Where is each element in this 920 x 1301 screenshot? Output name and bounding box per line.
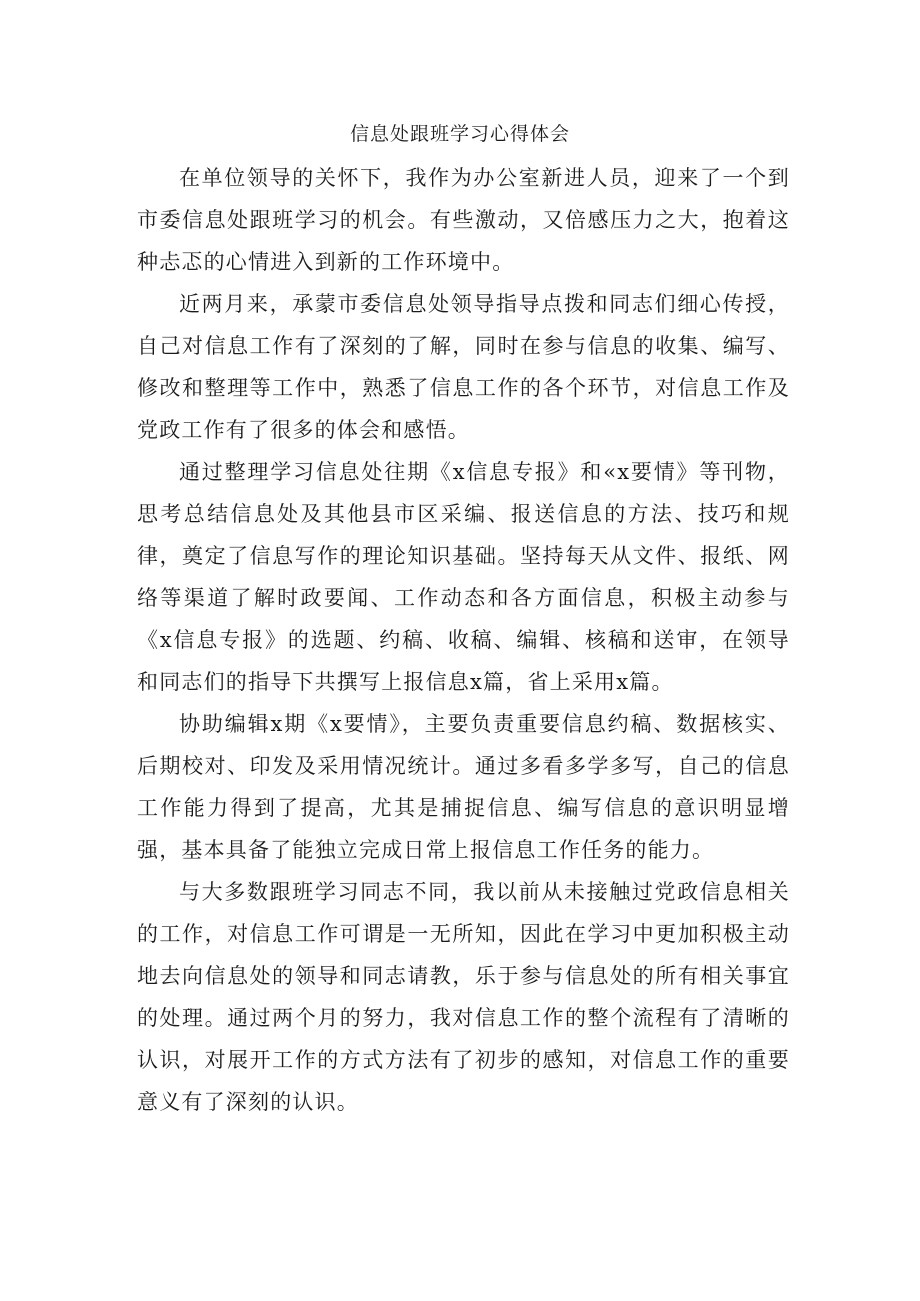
body-paragraph-2: 近两月来，承蒙市委信息处领导指导点拨和同志们细心传授，自己对信息工作有了深刻的了解，同时在参与信息的收集、编写、修改和整理等工作中，熟悉了信息工作的各个环节，对信息工作及党政工作有了很多的体会和感悟。 [137,292,790,442]
document-body [137,157,790,1123]
body-paragraph-4: 协助编辑x期《x要情》，主要负责重要信息约稿、数据核实、后期校对、印发及采用情况统计。通过多看多学多写，自己的信息工作能力得到了提高，尤其是捕捉信息、编写信息的意识明显增强，基本具备了能独立完成日常上报信息工作任务的能力。 [137,712,790,862]
body-paragraph-3: 通过整理学习信息处往期《x信息专报》和«x要情》等刊物，思考总结信息处及其他县市区采编、报送信息的方法、技巧和规律，奠定了信息写作的理论知识基础。坚持每天从文件、报纸、网络等渠道了解时政要闻、工作动态和各方面信息，积极主动参与《x信息专报》的选题、约稿、收稿、编辑、核稿和送审，在领导和同志们的指导下共撰写上报信息x篇，省上采用x篇。 [137,460,790,694]
body-paragraph-1: 在单位领导的关怀下，我作为办公室新进人员，迎来了一个到市委信息处跟班学习的机会。有些激动，又倍感压力之大，抱着这种忐忑的心情进入到新的工作环境中。 [137,166,790,274]
body-paragraph-5: 与大多数跟班学习同志不同，我以前从未接触过党政信息相关的工作，对信息工作可谓是一无所知，因此在学习中更加积极主动地去向信息处的领导和同志请教，乐于参与信息处的所有相关事宜的处理。通过两个月的努力，我对信息工作的整个流程有了清晰的认识，对展开工作的方式方法有了初步的感知，对信息工作的重要意义有了深刻的认识。 [137,880,790,1114]
document-title: 信息处跟班学习心得体会 [349,123,570,145]
